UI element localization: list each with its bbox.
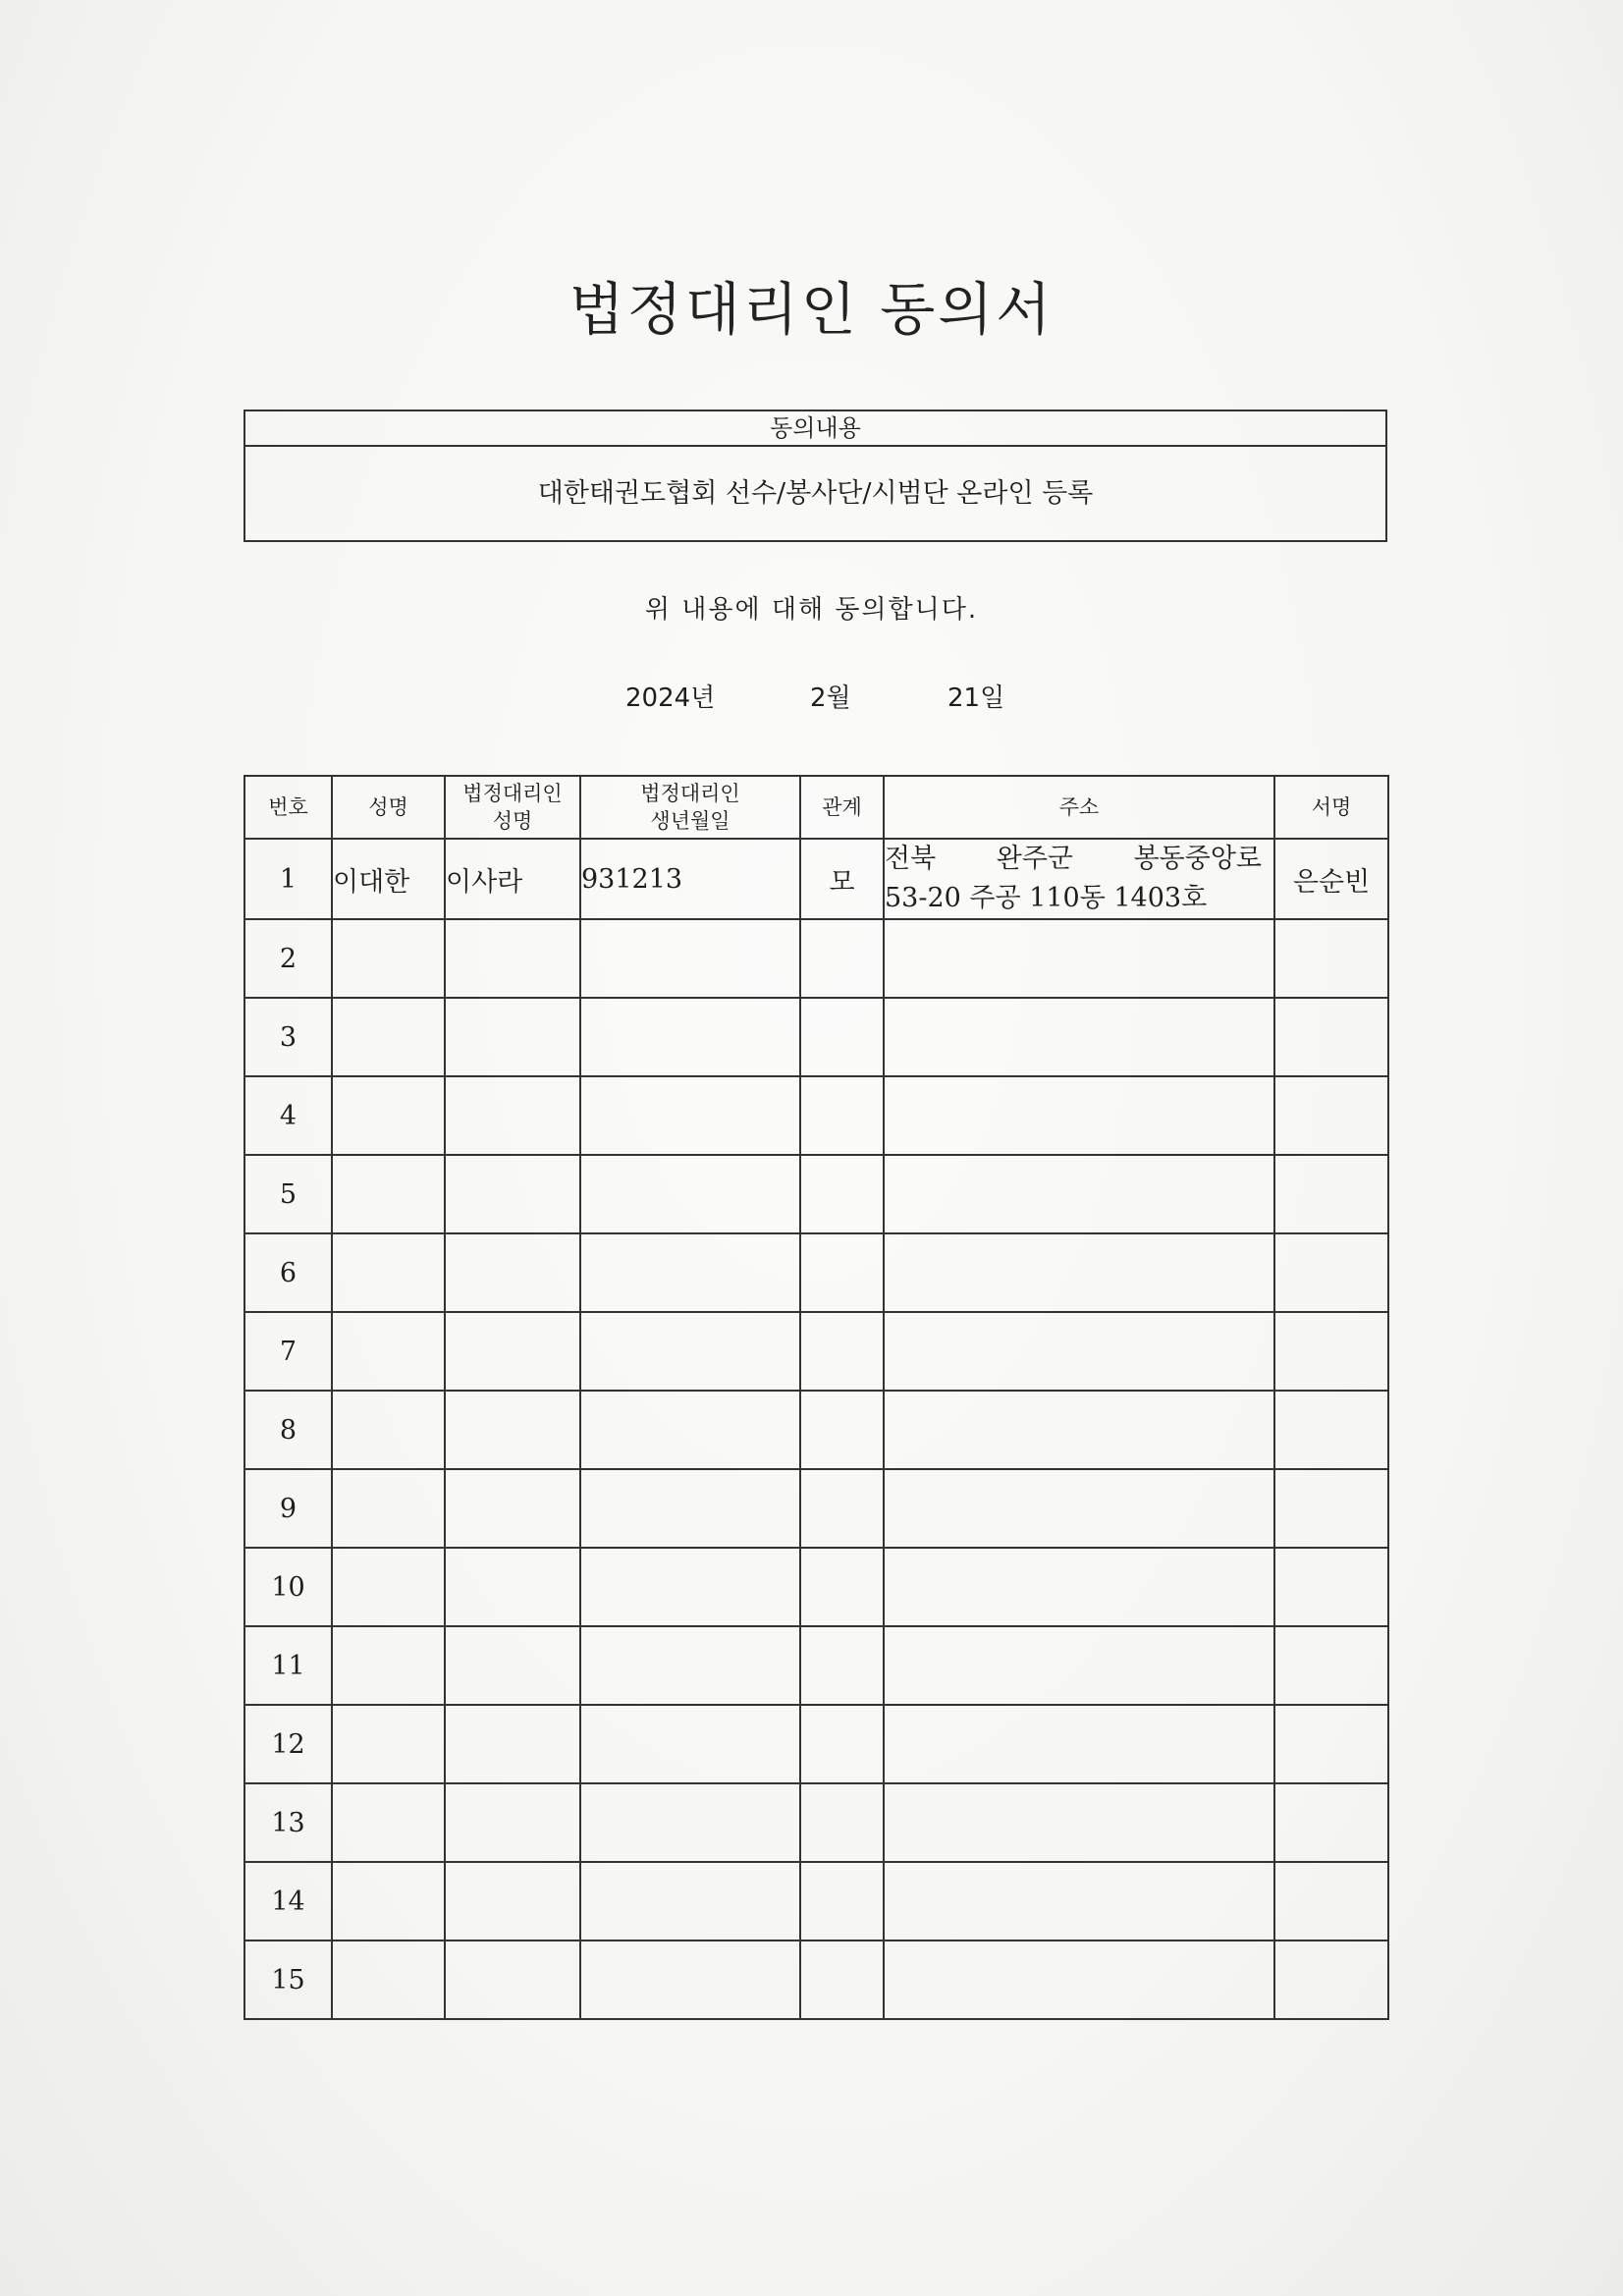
header-relation: 관계 [800,776,884,839]
row-number: 4 [244,1076,332,1155]
table-row [244,1626,1388,1705]
row-guardian-name [445,1862,580,1941]
row-guardian-birth [580,919,800,998]
consent-box [243,410,1387,542]
row-number: 10 [244,1548,332,1626]
row-guardian-birth [580,1626,800,1705]
row-name [332,1155,445,1233]
row-number: 3 [244,998,332,1076]
header-no: 번호 [244,776,332,839]
header-guardian-birth-line2: 생년월일 [650,809,730,833]
table-row [244,1862,1388,1941]
row-address-province: 전북 [885,844,937,874]
row-name [332,1469,445,1548]
row-name [332,1783,445,1862]
row-guardian-name [445,1469,580,1548]
row-relation: 모 [800,839,884,919]
row-guardian-name [445,1155,580,1233]
row-name [332,1076,445,1155]
row-guardian-birth [580,1076,800,1155]
row-address [884,1155,1274,1233]
table-row [244,1705,1388,1783]
row-guardian-birth [580,1705,800,1783]
header-signature: 서명 [1274,776,1388,839]
row-number: 15 [244,1941,332,2019]
consent-content: 대한태권도협회 선수/봉사단/시범단 온라인 등록 [537,478,1094,509]
row-address-line2: 53-20 주공 110동 1403호 [885,883,1208,913]
header-address: 주소 [884,776,1274,839]
table-row [244,1469,1388,1548]
row-name [332,1312,445,1391]
row-relation [800,998,884,1076]
row-guardian-birth [580,1233,800,1312]
row-signature [1274,919,1388,998]
row-signature [1274,1233,1388,1312]
table-row [244,839,1388,919]
row-number: 9 [244,1469,332,1548]
table-row [244,919,1388,998]
row-guardian-name [445,1391,580,1469]
row-name [332,919,445,998]
row-address [884,919,1274,998]
table-row [244,1548,1388,1626]
row-signature [1274,1626,1388,1705]
row-signature [1274,1155,1388,1233]
row-name [332,998,445,1076]
row-guardian-birth [580,1783,800,1862]
row-address [884,1783,1274,1862]
row-address [884,1391,1274,1469]
row-name [332,1233,445,1312]
row-signature [1274,1941,1388,2019]
row-relation [800,1155,884,1233]
table-row [244,1233,1388,1312]
row-address [884,1469,1274,1548]
row-guardian-name: 이사라 [445,839,580,919]
row-signature [1274,1862,1388,1941]
header-guardian-birth-line1: 법정대리인 [640,782,740,805]
row-guardian-name [445,1233,580,1312]
header-guardian-name [445,776,580,839]
row-name [332,1941,445,2019]
row-name [332,1862,445,1941]
row-relation [800,1783,884,1862]
row-number: 7 [244,1312,332,1391]
row-relation [800,1626,884,1705]
row-name [332,1548,445,1626]
row-address [884,1076,1274,1155]
row-guardian-name [445,919,580,998]
row-address-road: 봉동중앙로 [1133,844,1262,874]
row-relation [800,1391,884,1469]
row-number: 11 [244,1626,332,1705]
row-relation [800,919,884,998]
table-row [244,1155,1388,1233]
table-row [244,1391,1388,1469]
row-guardian-name [445,1312,580,1391]
row-address [884,998,1274,1076]
row-number: 5 [244,1155,332,1233]
row-signature [1274,998,1388,1076]
row-address [884,1312,1274,1391]
document-title: 법정대리인 동의서 [568,276,1055,343]
row-relation [800,1312,884,1391]
row-signature: 은순빈 [1274,839,1388,919]
row-address [884,1862,1274,1941]
row-address [884,839,1274,919]
row-relation [800,1705,884,1783]
row-number: 13 [244,1783,332,1862]
registration-table [243,775,1389,2020]
row-guardian-birth [580,1862,800,1941]
row-guardian-birth [580,1548,800,1626]
row-guardian-birth [580,1312,800,1391]
row-address [884,1941,1274,2019]
row-number: 1 [244,839,332,919]
row-number: 12 [244,1705,332,1783]
row-relation [800,1862,884,1941]
row-signature [1274,1312,1388,1391]
row-signature [1274,1076,1388,1155]
header-guardian-birth [580,776,800,839]
header-guardian-name-line2: 성명 [492,809,533,833]
row-signature [1274,1705,1388,1783]
row-address [884,1548,1274,1626]
row-number: 14 [244,1862,332,1941]
row-number: 6 [244,1233,332,1312]
row-guardian-name [445,1548,580,1626]
table-row [244,998,1388,1076]
row-relation [800,1076,884,1155]
date-year: 2024년 [625,683,716,713]
row-guardian-birth: 931213 [580,839,800,919]
row-guardian-birth [580,1941,800,2019]
row-name: 이대한 [332,839,445,919]
row-signature [1274,1548,1388,1626]
row-signature [1274,1469,1388,1548]
agreement-statement: 위 내용에 대해 동의합니다. [644,595,979,625]
row-guardian-birth [580,1155,800,1233]
row-guardian-name [445,1941,580,2019]
row-number: 8 [244,1391,332,1469]
row-guardian-name [445,1783,580,1862]
row-relation [800,1548,884,1626]
row-name [332,1705,445,1783]
row-address [884,1626,1274,1705]
row-name [332,1391,445,1469]
row-guardian-birth [580,1391,800,1469]
table-row [244,1783,1388,1862]
header-name: 성명 [332,776,445,839]
row-guardian-name [445,1705,580,1783]
row-address [884,1705,1274,1783]
row-guardian-name [445,1076,580,1155]
header-guardian-name-line1: 법정대리인 [462,782,563,805]
row-guardian-name [445,998,580,1076]
row-address [884,1233,1274,1312]
table-row [244,1076,1388,1155]
row-relation [800,1233,884,1312]
table-header-row [244,776,1388,839]
row-number: 2 [244,919,332,998]
consent-header: 동의내용 [245,411,1385,447]
row-address-line1 [885,840,1273,879]
row-guardian-birth [580,998,800,1076]
date-day: 21일 [947,683,1005,713]
row-guardian-name [445,1626,580,1705]
row-name [332,1626,445,1705]
table-row [244,1941,1388,2019]
table-row [244,1312,1388,1391]
row-address-county: 완주군 [996,844,1073,874]
row-signature [1274,1391,1388,1469]
date-month: 2월 [810,683,851,713]
row-signature [1274,1783,1388,1862]
row-relation [800,1941,884,2019]
row-relation [800,1469,884,1548]
row-guardian-birth [580,1469,800,1548]
